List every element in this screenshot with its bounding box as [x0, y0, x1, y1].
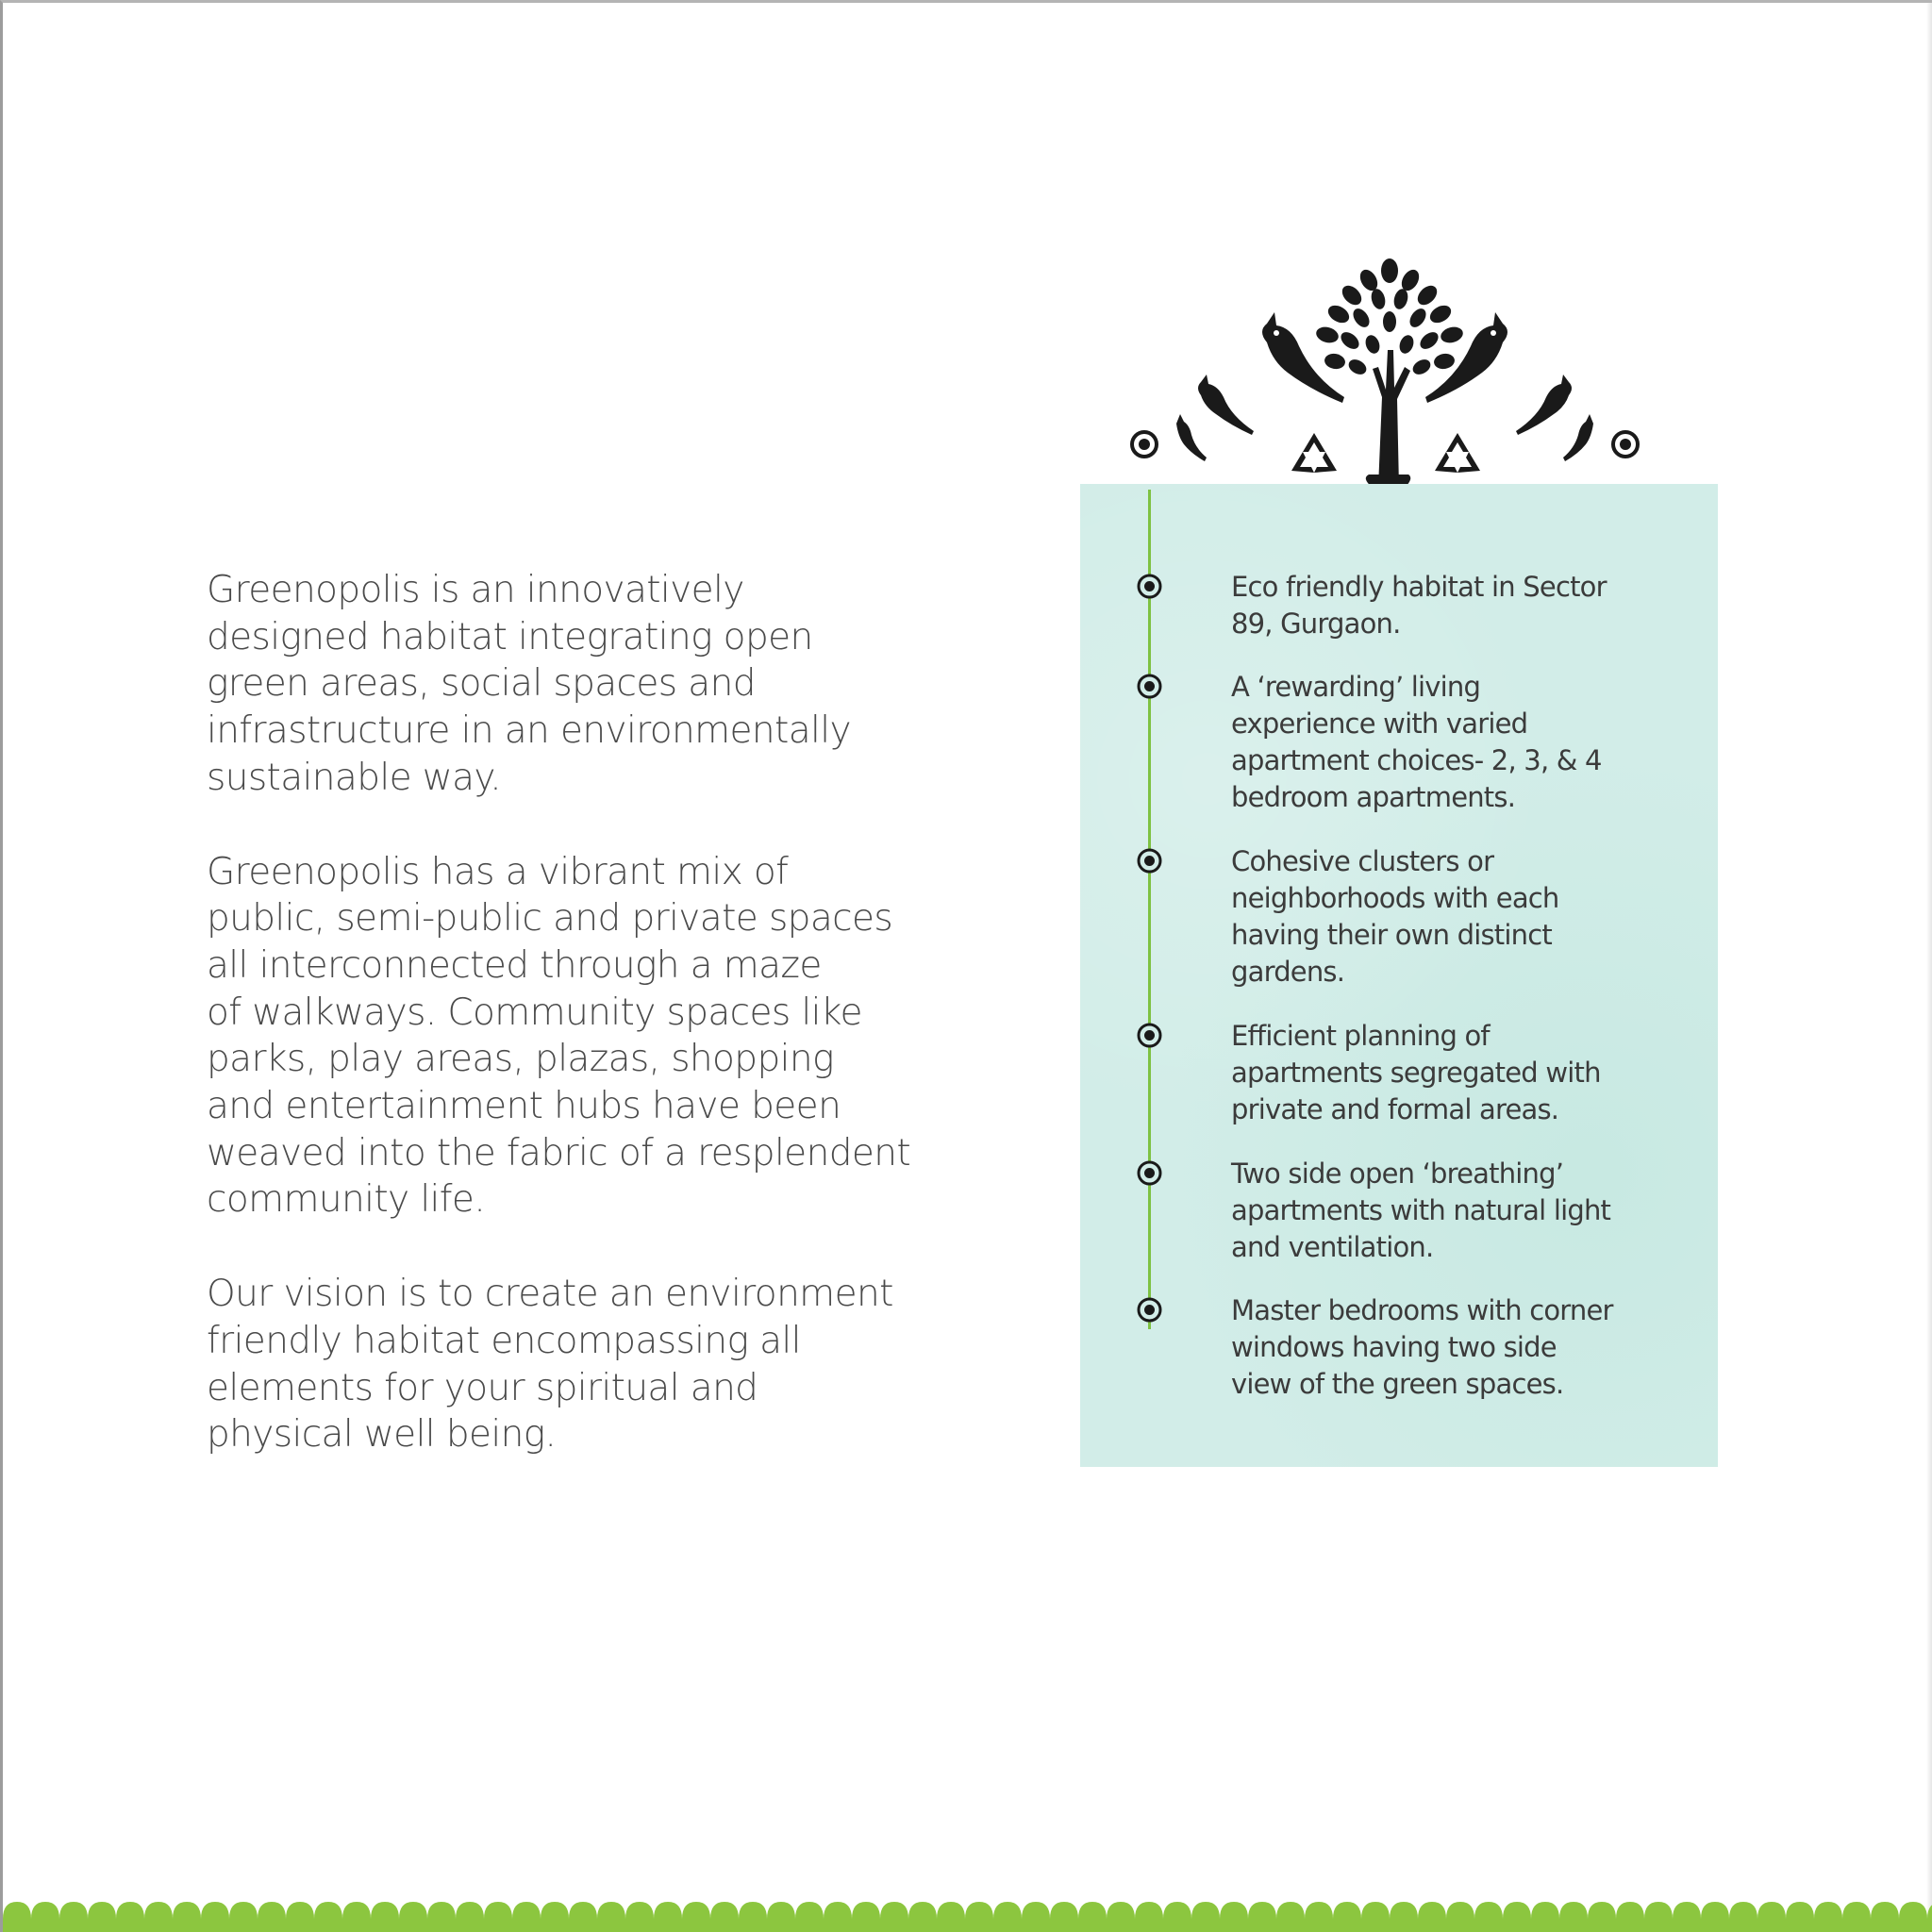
feature-text: Eco friendly habitat in Sector 89, Gurgaon. — [1231, 571, 1607, 640]
page-edge — [1926, 3, 1932, 1932]
feature-text: Cohesive clusters or neighborhoods with each having their own distinct gardens. — [1231, 845, 1559, 988]
intro-text — [207, 567, 924, 1506]
bullet-icon — [1136, 673, 1163, 700]
feature-text: Two side open ‘breathing’ apartments with natural light and ventilation. — [1231, 1158, 1611, 1263]
feature-text: Efficient planning of apartments segregated with private and formal areas. — [1231, 1020, 1601, 1125]
timeline-line — [1148, 490, 1151, 1329]
intro-paragraph-3: Our vision is to create an environment friendly habitat encompassing all elements for your spiritual and physical well being. — [207, 1273, 893, 1457]
bullet-icon — [1136, 573, 1163, 600]
intro-paragraph-2: Greenopolis has a vibrant mix of public, semi-public and private spaces all interconnected through a maze of walkways. Community spaces like parks, play areas, plazas, shopping and entertainment hubs have been weaved into the fabric of a resplendent community life. — [207, 850, 911, 1222]
feature-text: Master bedrooms with corner windows having two side view of the green spaces. — [1231, 1294, 1613, 1400]
tree-icon — [1314, 258, 1464, 488]
bullet-icon — [1136, 1159, 1163, 1187]
tree-emblem — [1125, 256, 1644, 488]
feature-text: A ‘rewarding’ living experience with varied apartment choices- 2, 3, & 4 bedroom apartments. — [1231, 671, 1602, 813]
features-card — [1080, 484, 1718, 1467]
grass-border — [3, 1900, 1932, 1932]
bullet-icon — [1136, 1296, 1163, 1324]
bullet-icon — [1136, 1022, 1163, 1049]
bullet-icon — [1136, 847, 1163, 874]
intro-paragraph-1: Greenopolis is an innovatively designed habitat integrating open green areas, social spaces and infrastructure in an environmentally sustainable way. — [207, 569, 851, 799]
